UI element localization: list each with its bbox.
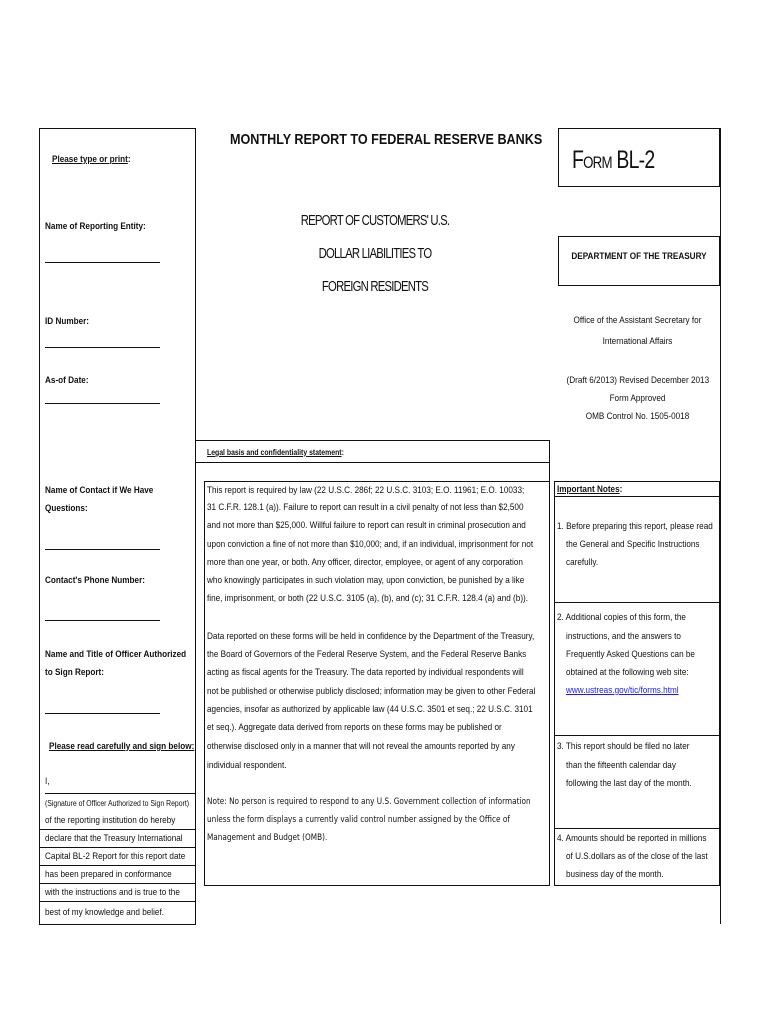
note1-line-3: carefully. [566, 557, 599, 568]
outer-divider [195, 128, 196, 924]
officer-label-line-2: to Sign Report: [45, 667, 105, 678]
office-line-2: International Affairs [602, 336, 673, 347]
declaration-divider-1 [39, 829, 195, 830]
legal-note-line-3: Management and Budget (OMB). [207, 833, 328, 843]
office-line-1: Office of the Assistant Secretary for [573, 315, 702, 326]
legal-heading-divider [195, 440, 550, 441]
declaration-divider-3 [39, 865, 195, 866]
legal-para1-line-6: who knowingly participates in such violation may, upon conviction, be punished by a like [207, 575, 525, 586]
note-divider-1 [554, 602, 720, 603]
outer-bottom-line [39, 924, 196, 925]
subtitle-line-1: REPORT OF CUSTOMERS' U.S. [300, 213, 450, 229]
i-label: I, [45, 776, 50, 787]
phone-field[interactable] [45, 620, 160, 621]
legal-para2-line-2: the Board of Governors of the Federal Reserve System, and the Federal Reserve Banks [207, 649, 527, 660]
legal-note-line-1: Note: No person is required to respond to any U.S. Government collection of information [207, 797, 531, 807]
subtitle-line-3: FOREIGN RESIDENTS [321, 279, 429, 295]
as-of-date-field[interactable] [45, 403, 160, 404]
contact-label-line-2: Questions: [45, 503, 88, 514]
important-notes-heading: Important Notes: [557, 484, 623, 495]
note3-line-3: following the last day of the month. [566, 778, 692, 789]
signature-field[interactable] [45, 793, 195, 794]
declaration-line-3: Capital BL-2 Report for this report date [45, 851, 186, 862]
contact-name-field[interactable] [45, 549, 160, 550]
declaration-line-5: with the instructions and is true to the [45, 887, 180, 898]
department-label: DEPARTMENT OF THE TREASURY [571, 251, 707, 262]
note3-line-1: 3. This report should be filed no later [557, 741, 690, 752]
note1-line-2: the General and Specific Instructions [566, 539, 700, 550]
legal-para2-line-8: individual respondent. [207, 760, 287, 771]
contact-label-line-1: Name of Contact if We Have [45, 485, 154, 496]
declaration-divider-2 [39, 847, 195, 848]
declaration-line-4: has been prepared in conformance [45, 869, 172, 880]
revision-line-2: Form Approved [609, 393, 666, 404]
note4-line-2: of U.S.dollars as of the close of the last [566, 851, 708, 862]
form-prefix-small: ORM [583, 153, 612, 172]
legal-heading-rule [195, 462, 550, 463]
legal-note-line-2: unless the form displays a currently valid control number assigned by the Office of [207, 815, 510, 825]
legal-para2-line-6: et seq.). Aggregate data derived from reports on these forms may be published or [207, 722, 502, 733]
reporting-entity-field[interactable] [45, 262, 160, 263]
declaration-line-1: of the reporting institution do hereby [45, 815, 176, 826]
id-number-field[interactable] [45, 347, 160, 348]
page-title: MONTHLY REPORT TO FEDERAL RESERVE BANKS [230, 131, 543, 148]
as-of-date-label: As-of Date: [45, 375, 89, 386]
note3-line-2: than the fifteenth calendar day [566, 760, 676, 771]
note2-line-3: Frequently Asked Questions can be [566, 649, 695, 660]
note1-line-1: 1. Before preparing this report, please read [557, 521, 713, 532]
legal-heading: Legal basis and confidentiality statement: [207, 448, 344, 457]
legal-para1-line-4: upon conviction a fine of not more than $10,000; and, if an individual, imprisonment for not [207, 539, 534, 550]
notes-heading-rule [554, 496, 720, 497]
id-number-label: ID Number: [45, 316, 90, 327]
note-divider-3 [554, 828, 720, 829]
note2-line-4: obtained at the following web site: [566, 667, 689, 678]
declaration-line-6: best of my knowledge and belief. [45, 907, 165, 918]
declaration-divider-4 [39, 883, 195, 884]
legal-para1-line-1: This report is required by law (22 U.S.C. 286f; 22 U.S.C. 3103; E.O. 11961; E.O. 10033; [207, 485, 525, 496]
subtitle-line-2: DOLLAR LIABILITIES TO [318, 246, 432, 262]
forms-web-link[interactable]: www.ustreas.gov/tic/forms.html [566, 685, 679, 696]
note4-line-3: business day of the month. [566, 869, 664, 880]
form-code: BL-2 [616, 146, 655, 174]
declaration-line-2: declare that the Treasury International [45, 833, 183, 844]
reporting-entity-label: Name of Reporting Entity: [45, 221, 146, 232]
revision-line-1: (Draft 6/2013) Revised December 2013 [566, 375, 710, 386]
read-sign-label: Please read carefully and sign below: [49, 741, 195, 752]
officer-label-line-1: Name and Title of Officer Authorized [45, 649, 187, 660]
note2-line-1: 2. Additional copies of this form, the [557, 612, 686, 623]
legal-right-rule [549, 440, 550, 482]
please-type-label: Please type or print: [52, 154, 131, 165]
legal-para1-line-7: fine, imprisonment, or both (22 U.S.C. 3105 (a), (b), and (c); 31 C.F.R. 128.4 (a) and (b)). [207, 593, 529, 604]
legal-para2-line-4: not be published or otherwise publicly disclosed; information may be given to other Federal [207, 686, 536, 697]
outer-right-frame [720, 128, 721, 924]
phone-label: Contact's Phone Number: [45, 575, 146, 586]
legal-para2-line-5: agencies, insofar as authorized by applicable law (44 U.S.C. 3501 et seq.; 22 U.S.C. 3101 [207, 704, 533, 715]
declaration-divider-5 [39, 901, 195, 902]
signature-caption: (Signature of Officer Authorized to Sign Report) [45, 799, 190, 808]
form-prefix: F [572, 146, 584, 174]
legal-para2-line-1: Data reported on these forms will be held in confidence by the Department of the Treasury, [207, 631, 535, 642]
note2-line-2: instructions, and the answers to [566, 631, 681, 642]
legal-para1-line-2: 31 C.F.R. 128.1 (a)). Failure to report can result in a civil penalty of not less than $2,500 [207, 502, 524, 513]
form-number [572, 146, 654, 175]
revision-line-3: OMB Control No. 1505-0018 [585, 411, 690, 422]
legal-para1-line-5: more than one year, or both. Any officer, director, employee, or agent of any corporation [207, 557, 523, 568]
note4-line-1: 4. Amounts should be reported in millions [557, 833, 707, 844]
legal-para1-line-3: and not more than $25,000. Willful failure to report can result in criminal prosecution and [207, 520, 526, 531]
legal-para2-line-3: acting as fiscal agents for the Treasury. The data reported by individual respondents will [207, 667, 524, 678]
legal-para2-line-7: otherwise disclosed only in a manner that will not reveal the amounts reported by any [207, 741, 515, 752]
officer-field[interactable] [45, 713, 160, 714]
note-divider-2 [554, 735, 720, 736]
